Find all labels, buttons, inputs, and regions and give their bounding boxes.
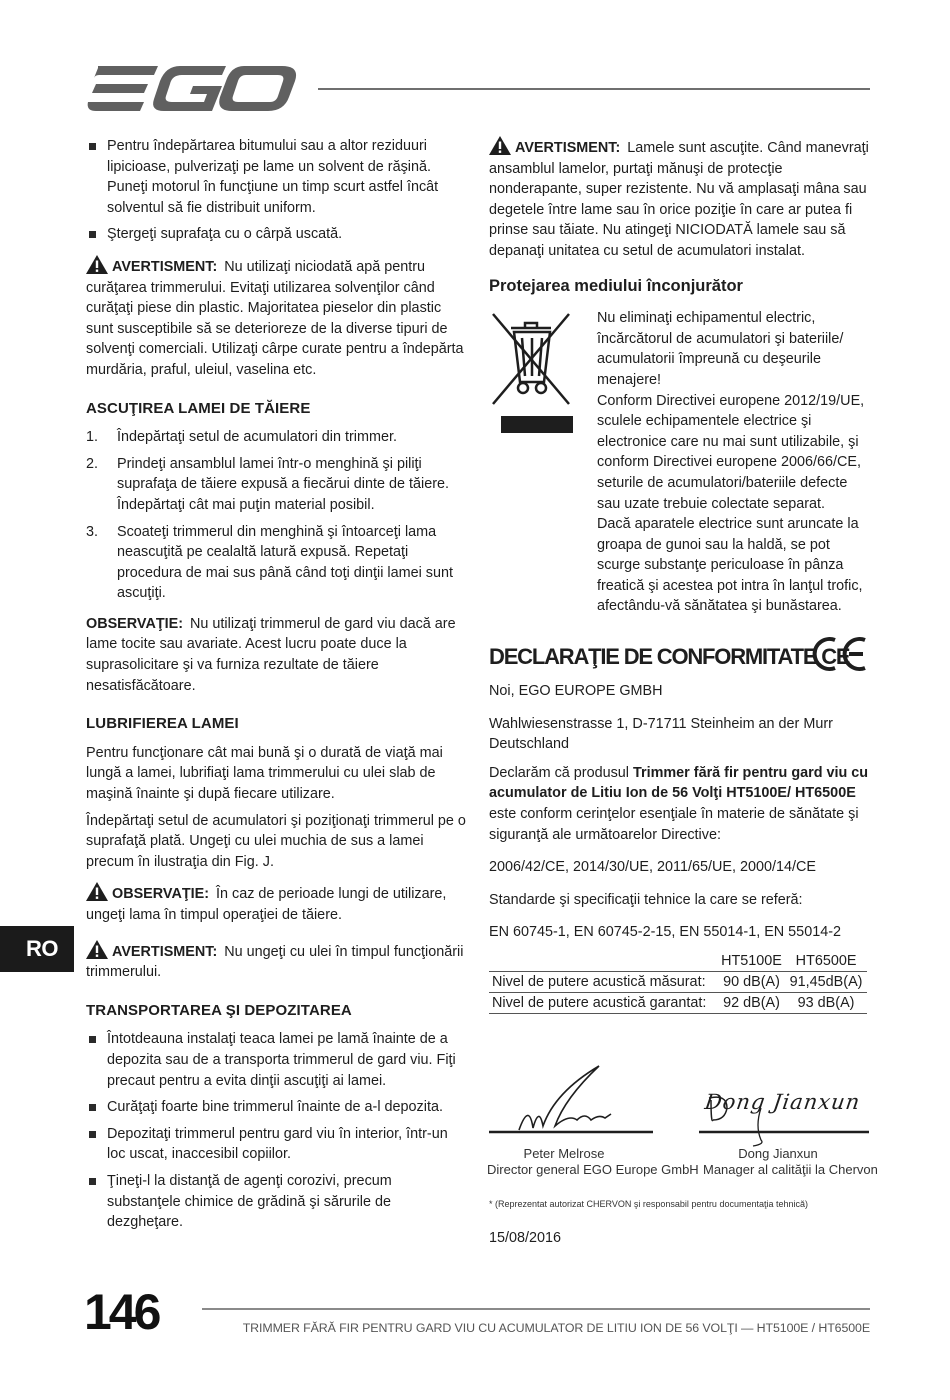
noise-level-table <box>489 951 867 1014</box>
table-cell: 93 dB(A) <box>797 995 855 1011</box>
step-text: Scoateţi trimmerul din menghină şi întoarceţi lama neascuţită pe cealaltă latură expusă. Repetaţi procedura de mai sus până când toţi dinţii lamei sunt ascuţiţi. <box>117 523 453 602</box>
list-item: Pentru îndepărtarea bitumului sau a altor reziduuri lipicioase, pulverizaţi pe lame un solvent de răşină. Puneţi motorul în funcţiune un timp scurt astfel încât solventul să fie distribuit uniform. <box>86 136 466 218</box>
sharpen-steps <box>86 427 466 604</box>
cleaning-bullets <box>86 136 466 245</box>
ego-logo <box>86 66 298 112</box>
list-item: Curăţaţi foarte bine trimmerul înainte de a-l depozita. <box>86 1097 466 1118</box>
warning-icon <box>86 940 108 959</box>
transport-bullets <box>86 1029 466 1232</box>
declaration-address: Wahlwiesenstrasse 1, D-71711 Steinheim an der Murr Deutschland <box>489 715 833 753</box>
environment-heading: Protejarea mediului înconjurător <box>489 276 743 295</box>
left-column <box>86 136 466 1239</box>
lubricate-paragraph: Îndepărtaţi setul de acumulatori şi poziţionaţi trimmerul pe o suprafaţă plată. Ungeţi cu ulei muchia de sus a lamei precum în ilustraţia din Fig. J. <box>86 812 466 870</box>
warning-label: AVERTISMENT: <box>112 258 218 275</box>
signatures <box>489 1062 871 1160</box>
table-header <box>489 951 718 972</box>
table-cell: 90 dB(A) <box>723 974 780 990</box>
declaration-title: DECLARAŢIE DE CONFORMITATE CE <box>489 644 850 670</box>
warning-text: Nu ungeţi cu ulei în timpul funcţionării trimmerului. <box>86 943 464 981</box>
warning-icon <box>86 882 108 901</box>
list-item: Întotdeauna instalaţi teaca lamei pe lamă înainte de a depozita sau de a transporta trimmerul de gard viu. Fiţi precaut pentru a evita dinţii ascuţiţi ai lamei. <box>86 1029 466 1091</box>
note-text: În caz de perioade lungi de utilizare, ungeţi lama în timpul operaţiei de tăiere. <box>86 886 447 923</box>
declaration-standards-intro: Standarde şi specificaţii tehnice la care se referă: <box>489 891 803 908</box>
environment-paragraph: Nu eliminaţi echipamentul electric, încărcătorul de acumulatori şi bateriile/ acumulatorii împreună cu deşeurile menajere! <box>597 310 844 388</box>
sharpen-heading: ASCUŢIREA LAMEI DE TĂIERE <box>86 399 311 417</box>
step-text: Prindeţi ansamblul lamei într-o menghină şi piliţi suprafaţa de tăiere expusă a fiecărui dinte de tăiere. Îndepărtaţi cât mai puţin material posibil. <box>117 455 449 513</box>
signer-name-right: Dong Jianxun <box>738 1146 818 1161</box>
table-header: HT5100E <box>721 953 782 969</box>
language-tab: RO <box>0 926 74 972</box>
environment-section <box>489 308 871 617</box>
warning-lubricate <box>86 940 466 983</box>
table-cell: 92 dB(A) <box>723 995 780 1011</box>
note-sharpen <box>86 614 466 696</box>
signature-peter-melrose <box>489 1062 653 1152</box>
declaration-date: 15/08/2016 <box>489 1230 562 1246</box>
declaration-header <box>489 635 871 675</box>
environment-paragraph: Conform Directivei europene 2012/19/UE, sculele echipamentele electrice şi electronice care nu mai sunt utilizabile, şi conform Directivei europene 2006/66/CE, seturile de acumulatori/bateriile defecte sau uzate trebuie colectate separat. <box>597 392 865 512</box>
signer-name-left: Peter Melrose <box>523 1146 605 1161</box>
warning-label: AVERTISMENT: <box>112 943 218 960</box>
statement-suffix: este conform cerinţelor esenţiale în materie de sănătate şi siguranţă ale următoarelor Directive: <box>489 806 859 843</box>
lubricate-heading: LUBRIFIEREA LAMEI <box>86 715 239 733</box>
note-text: Nu utilizaţi trimmerul de gard viu dacă are lame tocite sau avariate. Acest lucru poate duce la suprasolicitare şi va furniza rezultate de tăiere nesatisfăcătoare. <box>86 615 456 694</box>
table-header-row <box>489 951 867 972</box>
declaration-directives: 2006/42/CE, 2014/30/UE, 2011/65/UE, 2000/14/CE <box>489 859 816 876</box>
step-number: 3. <box>86 523 99 540</box>
ce-mark-icon <box>811 635 869 673</box>
warning-icon <box>86 255 108 274</box>
footer-rule <box>202 1308 870 1310</box>
signer-title-right: Manager al calităţii la Chervon <box>703 1162 878 1177</box>
warning-text: Nu utilizaţi niciodată apă pentru curăţarea trimmerului. Evitaţi utilizarea solvenţilor când curăţaţi piese din plastic. Majoritatea pieselor din plastic sunt susceptibile să se deterioreze de la diverse tipuri de solvenţi comerciali. Utilizaţi cârpe curate pentru a îndepărta murdăria, praful, uleiul, vaselina etc. <box>86 258 464 378</box>
product-name: Trimmer fără fir pentru gard viu cu acumulator de Litiu Ion de 56 Volţi HT5100E/ HT6500E <box>489 764 869 802</box>
header-rule <box>318 88 870 90</box>
declaration-standards: EN 60745-1, EN 60745-2-15, EN 55014-1, EN 55014-2 <box>489 924 841 941</box>
environment-paragraph: Dacă aparatele electrice sunt aruncate la groapa de gunoi sau la haldă, se pot scurge substanţe periculoase în pânza freatică şi acestea pot intra în lanţul trofic, afectându-vă sănătatea şi bunăstarea. <box>597 516 863 615</box>
note-label: OBSERVAŢIE: <box>112 886 210 903</box>
step-item <box>86 454 466 516</box>
signer-titles <box>487 1160 878 1184</box>
table-cell: Nivel de putere acustică măsurat: <box>492 974 706 990</box>
right-column <box>487 136 878 1249</box>
environment-text <box>597 308 871 617</box>
step-item <box>86 522 466 604</box>
list-item: Depozitaţi trimmerul pentru gard viu în interior, într-un loc uscat, inaccesibil copiilor. <box>86 1124 466 1165</box>
warning-cleaning <box>86 255 466 381</box>
table-header: HT6500E <box>795 953 857 969</box>
note-lubricate <box>86 882 466 925</box>
warning-label: AVERTISMENT: <box>515 140 621 156</box>
step-text: Îndepărtaţi setul de acumulatori din trimmer. <box>117 429 397 446</box>
lubricate-paragraph: Pentru funcţionare cât mai bună şi o durată de viaţă mai lungă a lamei, lubrifiaţi lama trimmerului cu ulei slab de maşină înainte şi după fiecare utilizare. <box>86 744 443 803</box>
note-label: OBSERVAŢIE: <box>86 615 184 632</box>
footnote: * (Reprezentat autorizat CHERVON şi responsabil pentru documentaţia tehnică) <box>489 1199 808 1209</box>
warning-blades <box>489 136 871 262</box>
table-cell: 91,45dB(A) <box>789 974 863 990</box>
statement-prefix: Declarăm că produsul <box>489 764 629 781</box>
declaration-statement <box>489 763 871 845</box>
declaration-company: Noi, EGO EUROPE GMBH <box>489 683 663 700</box>
table-cell: Nivel de putere acustică garantat: <box>492 995 707 1011</box>
crossed-bin-icon <box>489 308 575 434</box>
table-row <box>489 972 867 993</box>
list-item: Ştergeţi suprafaţa cu o cârpă uscată. <box>86 224 466 245</box>
footer-text: TRIMMER FĂRĂ FIR PENTRU GARD VIU CU ACUMULATOR DE LITIU ION DE 56 VOLŢI — HT5100E / HT6500E <box>242 1321 870 1335</box>
step-item <box>86 427 466 448</box>
page-number: 146 <box>84 1284 159 1340</box>
warning-text: Lamele sunt ascuţite. Când manevraţi ansamblul lamelor, purtaţi mănuşi de protecţie nonderapante, super rezistente. Nu vă amplasaţi mâna sau degetele între lame sau în orice poziţie în care ar putea fi prinse sau tăiate. Nu atingeţi NICIODATĂ lamele sau să depanaţi unitatea cu setul de acumulatori instalat. <box>489 140 869 259</box>
step-number: 2. <box>86 455 99 472</box>
list-item: Ţineţi-l la distanţă de agenţi corozivi, precum substanţele chimice de grădină şi sărurile de dezgheţare. <box>86 1171 466 1233</box>
signer-title-left: Director general EGO Europe GmbH <box>487 1162 699 1177</box>
signature-dong-jianxun <box>699 1062 869 1152</box>
table-row <box>489 993 867 1014</box>
transport-heading: TRANSPORTAREA ŞI DEPOZITAREA <box>86 1001 352 1019</box>
step-number: 1. <box>86 429 99 446</box>
warning-icon <box>489 136 511 155</box>
signature-script-text: Dong Jianxun <box>703 1090 862 1114</box>
